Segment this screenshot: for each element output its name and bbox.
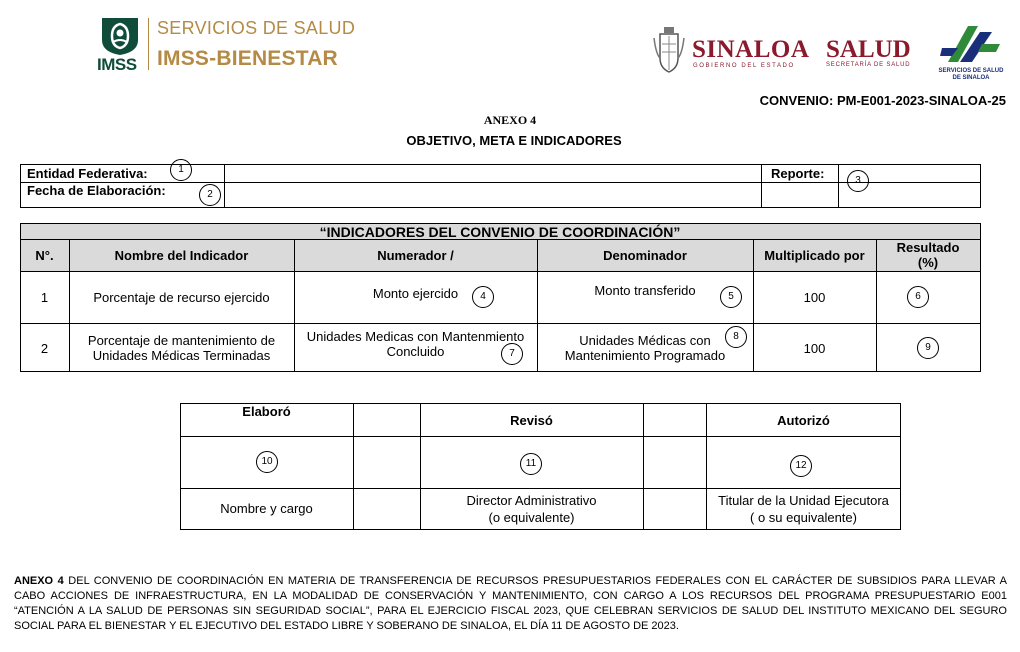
sinaloa-crest-logo xyxy=(652,24,686,76)
marker-4: 4 xyxy=(472,286,494,308)
marker-9: 9 xyxy=(917,337,939,359)
row2-multiplier: 100 xyxy=(803,341,826,356)
footer-paragraph xyxy=(14,574,1007,634)
marker-3: 3 xyxy=(847,170,869,192)
report-info-vline xyxy=(838,164,839,208)
page-subtitle: OBJETIVO, META E INDICADORES xyxy=(406,133,622,148)
row1-numerator: Monto ejercido xyxy=(372,286,459,301)
signatures-line xyxy=(180,436,901,437)
indicators-title: “INDICADORES DEL CONVENIO DE COORDINACIÓN” xyxy=(319,224,681,240)
servicios-salud-sinaloa-text: SERVICIOS DE SALUD DE SINALOA xyxy=(938,68,1004,81)
report-info-vline xyxy=(761,164,762,208)
header-resultado: Resultado xyxy=(896,240,960,255)
header-numerador: Numerador / xyxy=(377,248,454,263)
logo-divider xyxy=(148,18,149,70)
footer-text: DEL CONVENIO DE COORDINACIÓN EN MATERIA DE TRANSFERENCIA DE RECURSOS PRESUPUESTARIOS FEDERALES CON EL CARÁCTER DE SUBSIDIOS PARA LLEVAR A CABO ACCIONES DE INFRAESTRUCTURA, EN LA MODALIDAD DE CONSERVACIÓN Y MANTENIMIENTO, CON CARGO A LOS RECURSOS DEL PROGRAMA PRESUPUESTARIO E001 “ATENCIÓN A LA SALUD DE PERSONAS SIN SEGURIDAD SOCIAL”, PARA EL EJERCICIO FISCAL 2023, QUE CELEBRAN SERVICIOS DE SALUD DEL INSTITUTO MEXICANO DEL SEGURO SOCIAL PARA EL BIENESTAR Y EL EJECUTIVO DEL ESTADO LIBRE Y SOBERANO DE SINALOA, EL DÍA 11 DE AGOSTO DE 2023. xyxy=(14,575,1007,632)
row1-denominator: Monto transferido xyxy=(594,283,696,298)
salud-sub: SECRETARÍA DE SALUD xyxy=(826,62,911,68)
header-resultado-pct: (%) xyxy=(917,255,939,270)
marker-5: 5 xyxy=(720,286,742,308)
servicios-salud-sinaloa-logo xyxy=(938,18,1002,68)
reviso-role-line1: Director Administrativo xyxy=(466,493,597,508)
marker-7: 7 xyxy=(501,343,523,365)
row2-num: 2 xyxy=(40,341,49,356)
row2-denominator-line2: Mantenimiento Programado xyxy=(564,348,726,363)
marker-11: 11 xyxy=(520,453,542,475)
imss-wordmark: IMSS xyxy=(97,55,137,74)
signatures-line xyxy=(180,488,901,489)
signatures-col-line xyxy=(643,403,644,530)
marker-6: 6 xyxy=(907,286,929,308)
reviso-label: Revisó xyxy=(510,413,553,428)
autorizo-role-line2: ( o su equivalente) xyxy=(750,510,857,525)
elaboro-role: Nombre y cargo xyxy=(220,501,313,516)
marker-10: 10 xyxy=(256,451,278,473)
autorizo-role-line1: Titular de la Unidad Ejecutora xyxy=(718,493,889,508)
bienestar-line2: IMSS-BIENESTAR xyxy=(157,47,338,70)
indicators-line xyxy=(20,271,981,272)
bienestar-line1: SERVICIOS DE SALUD xyxy=(157,18,356,38)
marker-1: 1 xyxy=(170,159,192,181)
imss-shield-logo xyxy=(98,16,142,56)
sinaloa-name: SINALOA xyxy=(692,36,810,63)
signatures-col-line xyxy=(353,403,354,530)
salud-name: SALUD xyxy=(826,36,911,63)
row1-multiplier: 100 xyxy=(803,290,826,305)
header-denominador: Denominador xyxy=(603,248,687,263)
row1-name: Porcentaje de recurso ejercido xyxy=(93,290,270,305)
reviso-role-line2: (o equivalente) xyxy=(488,510,575,525)
elaboro-label: Elaboró xyxy=(242,404,291,419)
autorizo-label: Autorizó xyxy=(777,413,830,428)
indicators-line xyxy=(20,323,981,324)
header-multiplicado: Multiplicado por xyxy=(764,248,865,263)
report-info-vline xyxy=(224,164,225,208)
header-num: N°. xyxy=(35,248,54,263)
marker-12: 12 xyxy=(790,455,812,477)
fecha-label: Fecha de Elaboración: xyxy=(27,183,166,198)
sinaloa-sub: GOBIERNO DEL ESTADO xyxy=(693,63,795,69)
row2-name-line2: Unidades Médicas Terminadas xyxy=(92,348,271,363)
row2-numerator-line1: Unidades Medicas con Mantenmiento xyxy=(306,329,525,344)
row2-denominator-line1: Unidades Médicas con xyxy=(579,333,711,348)
row2-numerator-line2: Concluido xyxy=(386,344,445,359)
row2-name-line1: Porcentaje de mantenimiento de xyxy=(87,333,276,348)
marker-2: 2 xyxy=(199,184,221,206)
entidad-label: Entidad Federativa: xyxy=(27,166,148,181)
reporte-label: Reporte: xyxy=(771,166,825,181)
marker-8: 8 xyxy=(725,326,747,348)
anexo-title: ANEXO 4 xyxy=(483,113,537,127)
convenio-number: CONVENIO: PM-E001-2023-SINALOA-25 xyxy=(759,93,1006,108)
footer-lead: ANEXO 4 xyxy=(14,575,64,587)
row1-num: 1 xyxy=(40,290,49,305)
header-nombre: Nombre del Indicador xyxy=(114,248,249,263)
